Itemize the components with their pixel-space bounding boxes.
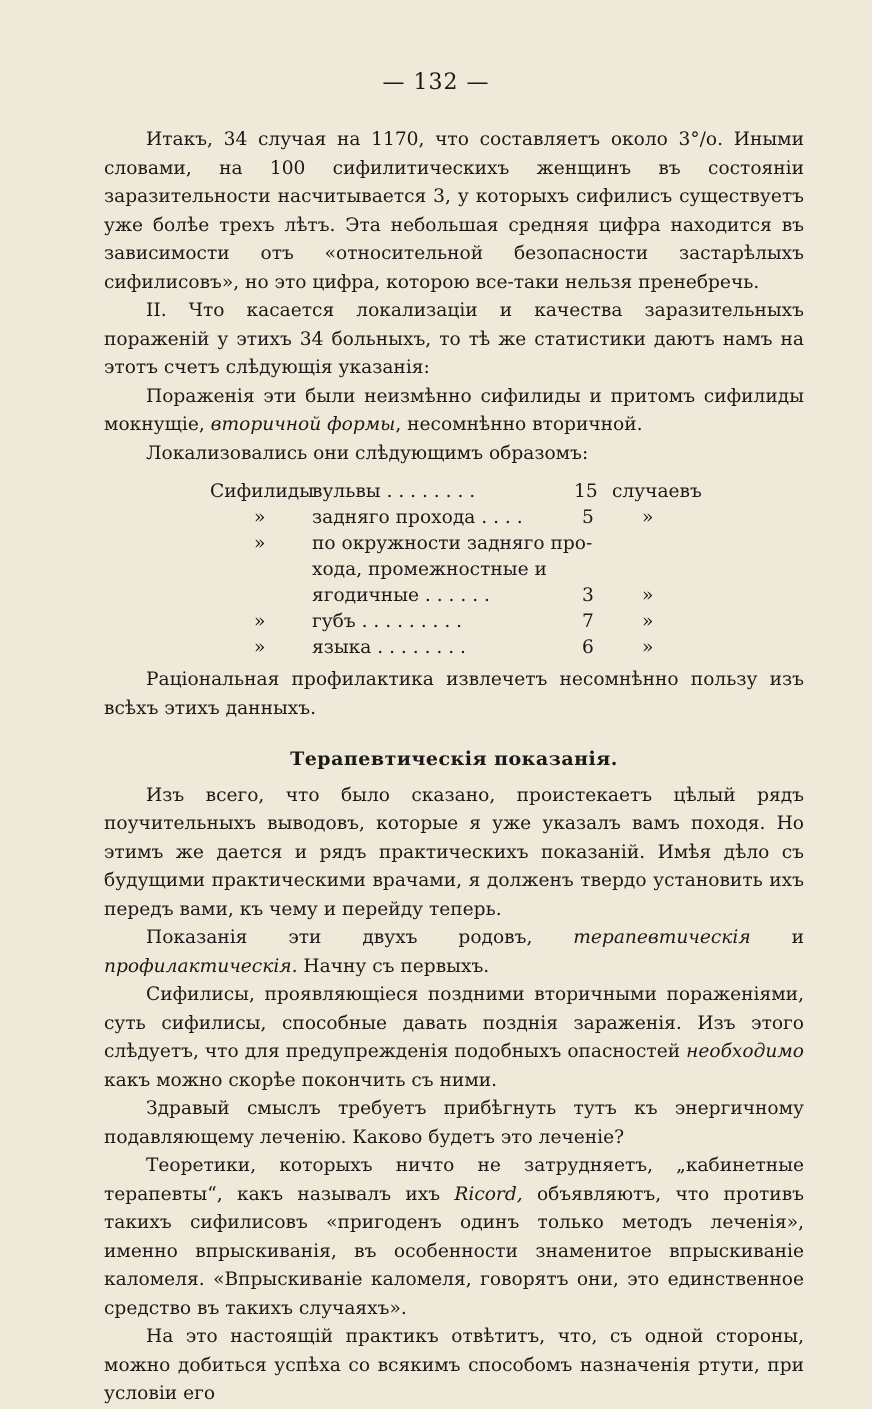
localization-table: [104, 478, 804, 658]
paragraph-common-sense: Здравый смыслъ требуетъ прибѣгнуть тутъ къ энергичному подавляющему леченiю. Каково будетъ это леченiе?: [104, 1098, 804, 1148]
table-row: Сифилиды вульвы . . . . . . . . 15 случаевъ: [210, 481, 702, 502]
table-row: » губъ . . . . . . . . . 7 »: [254, 611, 654, 632]
paragraph-prophylaxis: Рацiональная профилактика извлечетъ несомнѣнно пользу изъ всѣхъ этихъ данныхъ.: [104, 669, 804, 719]
paragraph-conclusions: Изъ всего, что было сказано, проистекаетъ цѣлый рядъ поучительныхъ выводовъ, которые я уже указалъ вамъ походя. Но этимъ же дается и рядъ практическихъ показанiй. Имѣя дѣло съ будущими практическими врачами, я долженъ твердо установить ихъ передъ вами, къ чему и перейду теперь.: [104, 784, 804, 920]
table-row: » по окружности задняго про-: [254, 533, 593, 554]
paragraph-late-syphilis: Сифилисы, проявляющiеся поздними вторичными пораженiями, суть сифилисы, способные давать позднiя зараженiя. Изъ этого слѣдуетъ, что для предупрежденiя подобныхъ опасностей необходимо какъ можно скорѣе покончить съ ними.: [104, 984, 804, 1091]
section-heading: Терапевтическiя показанiя.: [290, 748, 618, 770]
table-row: ягодичные . . . . . . 3 »: [312, 585, 654, 606]
page-number: — 132 —: [382, 70, 490, 95]
page-body: [104, 126, 804, 1409]
table-row: » языка . . . . . . . . 6 »: [254, 637, 654, 658]
paragraph-statistics: Итакъ, 34 случая на 1170, что составляетъ около 3°/о. Иными словами, на 100 сифилитическихъ женщинъ въ состоянiи заразительности насчитывается 3, у которыхъ сифилисъ существуетъ уже болѣе трехъ лѣтъ. Эта небольшая средняя цифра находится въ зависимости отъ «относительной безопасности застарѣлыхъ сифилисовъ», но это цифра, которою все-таки нельзя пренебречь.: [104, 129, 804, 293]
paragraph-lesions: Пораженiя эти были неизмѣнно сифилиды и притомъ сифилиды мокнущiе, вторичной формы, несомнѣнно вторичной.: [104, 385, 804, 435]
paragraph-indication-types: Показанiя эти двухъ родовъ, терапевтическiя и профилактическiя. Начну съ первыхъ.: [104, 927, 804, 977]
paragraph-localization: II. Что касается локализацiи и качества заразительныхъ пораженiй у этихъ 34 больныхъ, то тѣ же статистики даютъ намъ на этотъ счетъ слѣдующiя указанiя:: [104, 300, 804, 378]
paragraph-list-intro: Локализовались они слѣдующимъ образомъ:: [146, 442, 589, 464]
table-row: » задняго прохода . . . . 5 »: [254, 507, 654, 528]
paragraph-theorists: Теоретики, которыхъ ничто не затрудняетъ, „кабинетные терапевты“, какъ называлъ ихъ Ricord, объявляютъ, что противъ такихъ сифилисовъ «пригоденъ одинъ только методъ леченiя», именно впрыскиванiя, въ особенности знаменитое впрыскиванiе каломеля. «Впрыскиванiе каломеля, говорятъ они, это единственное средство въ такихъ случаяхъ».: [104, 1155, 804, 1319]
paragraph-practitioner: На это настоящiй практикъ отвѣтитъ, что, съ одной стороны, можно добиться успѣха со всякимъ способомъ назначенiя ртути, при условiи его: [104, 1326, 804, 1404]
table-row: хода, промежностные и: [312, 559, 547, 580]
